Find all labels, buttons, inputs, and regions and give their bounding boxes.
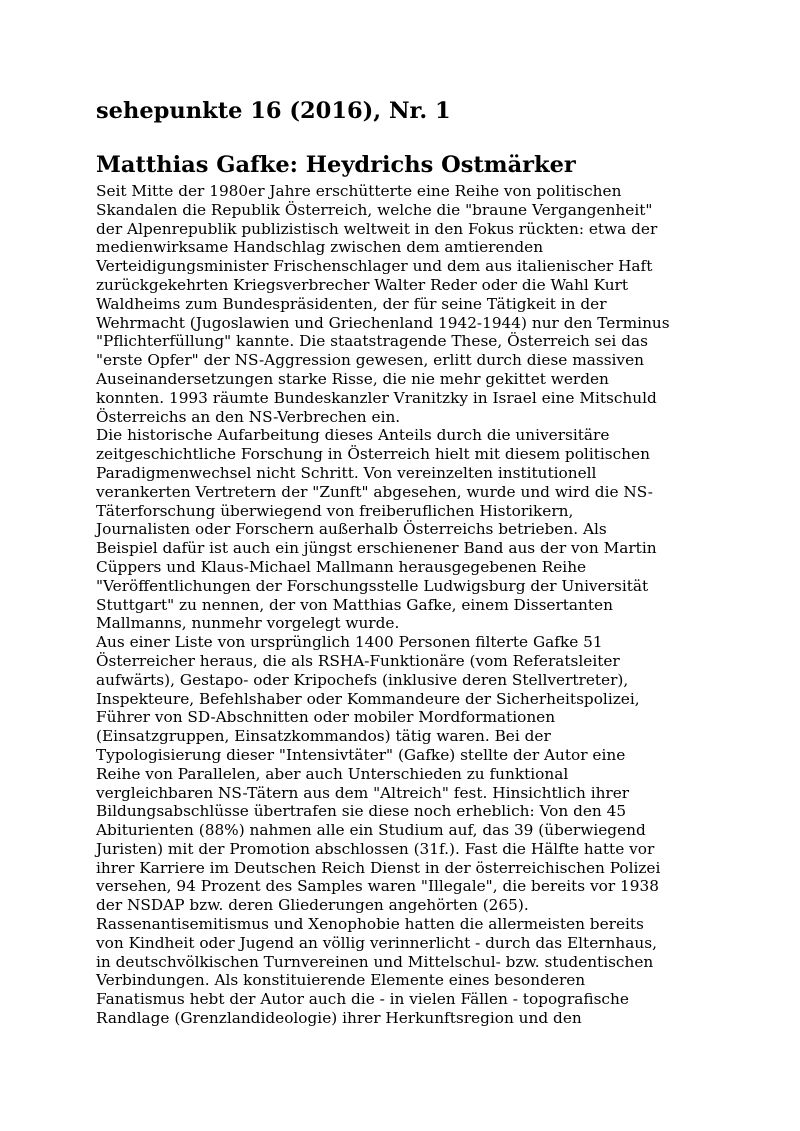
body-text-line: versehen, 94 Prozent des Samples waren "Illegale", die bereits vor 1938: [96, 877, 659, 896]
body-text-line: Cüppers und Klaus-Michael Mallmann herausgegebenen Reihe: [96, 557, 587, 576]
body-text-line: Bildungsabschlüsse übertrafen sie diese noch erheblich: Von den 45: [96, 802, 627, 821]
body-text-line: vergleichbaren NS-Tätern aus dem "Altreich" fest. Hinsichtlich ihrer: [96, 783, 630, 802]
body-text-line: Typologisierung dieser "Intensivtäter" (Gafke) stellte der Autor eine: [96, 745, 626, 764]
body-text-line: (Einsatzgruppen, Einsatzkommandos) tätig waren. Bei der: [96, 727, 551, 746]
body-text-line: in deutschvölkischen Turnvereinen und Mittelschul- bzw. studentischen: [96, 952, 654, 971]
body-text-line: Waldheims zum Bundespräsidenten, der für seine Tätigkeit in der: [96, 294, 607, 313]
body-text-line: Paradigmenwechsel nicht Schritt. Von vereinzelten institutionell: [96, 463, 597, 482]
body-text-line: "Pflichterfüllung" kannte. Die staatstragende These, Österreich sei das: [96, 332, 648, 351]
body-text-line: Stuttgart" zu nennen, der von Matthias Gafke, einem Dissertanten: [96, 595, 613, 614]
body-text-line: zeitgeschichtliche Forschung in Österreich hielt mit diesem politischen: [96, 445, 650, 464]
body-text-line: Fanatismus hebt der Autor auch die - in vielen Fällen - topografische: [96, 990, 629, 1009]
body-text-line: Verteidigungsminister Frischenschlager und dem aus italienischer Haft: [96, 257, 653, 276]
body-text-line: Mallmanns, nunmehr vorgelegt wurde.: [96, 614, 400, 633]
body-text-line: Auseinandersetzungen starke Risse, die nie mehr gekittet werden: [96, 369, 609, 388]
body-text-line: "erste Opfer" der NS-Aggression gewesen, erlitt durch diese massiven: [96, 351, 644, 370]
article-body: [96, 182, 716, 1028]
body-text-line: Abiturienten (88%) nahmen alle ein Studium auf, das 39 (überwiegend: [96, 821, 646, 840]
body-text-line: Reihe von Parallelen, aber auch Unterschieden zu funktional: [96, 764, 569, 783]
body-text-line: der NSDAP bzw. deren Gliederungen angehörten (265).: [96, 896, 529, 915]
body-text-line: Seit Mitte der 1980er Jahre erschütterte eine Reihe von politischen: [96, 182, 622, 200]
body-text-line: Verbindungen. Als konstituierende Elemente eines besonderen: [96, 971, 586, 990]
body-text-line: Skandalen die Republik Österreich, welche die "braune Vergangenheit": [96, 200, 653, 219]
body-text-line: medienwirksame Handschlag zwischen dem amtierenden: [96, 238, 544, 257]
body-text-line: Österreichs an den NS-Verbrechen ein.: [96, 407, 401, 426]
article-title: Matthias Gafke: Heydrichs Ostmärker: [96, 152, 576, 178]
journal-title: sehepunkte 16 (2016), Nr. 1: [96, 98, 451, 124]
body-text-line: von Kindheit oder Jugend an völlig verinnerlicht - durch das Elternhaus,: [96, 933, 657, 952]
document-page: [96, 96, 716, 1028]
body-text-line: Aus einer Liste von ursprünglich 1400 Personen filterte Gafke 51: [96, 633, 603, 652]
body-text-line: Randlage (Grenzlandideologie) ihrer Herkunftsregion und den: [96, 1009, 582, 1028]
body-text-line: aufwärts), Gestapo- oder Kripochefs (inklusive deren Stellvertreter),: [96, 670, 629, 689]
body-text-line: Rassenantisemitismus und Xenophobie hatten die allermeisten bereits: [96, 915, 644, 934]
body-text-line: Inspekteure, Befehlshaber oder Kommandeure der Sicherheitspolizei,: [96, 689, 640, 708]
body-text-line: konnten. 1993 räumte Bundeskanzler Vranitzky in Israel eine Mitschuld: [96, 388, 657, 407]
body-text-line: Journalisten oder Forschern außerhalb Österreichs betrieben. Als: [96, 520, 607, 539]
body-text-line: Beispiel dafür ist auch ein jüngst erschienener Band aus der von Martin: [96, 539, 657, 558]
body-text-line: Die historische Aufarbeitung dieses Anteils durch die universitäre: [96, 426, 610, 445]
body-text-line: Wehrmacht (Jugoslawien und Griechenland 1942-1944) nur den Terminus: [96, 313, 670, 332]
body-text-line: Täterforschung überwiegend von freiberuflichen Historikern,: [96, 501, 574, 520]
body-text-line: ihrer Karriere im Deutschen Reich Dienst in der österreichischen Polizei: [96, 858, 661, 877]
body-text-line: Österreicher heraus, die als RSHA-Funktionäre (vom Referatsleiter: [96, 651, 620, 670]
body-text-line: zurückgekehrten Kriegsverbrecher Walter Reder oder die Wahl Kurt: [96, 275, 629, 294]
body-text-line: "Veröffentlichungen der Forschungsstelle Ludwigsburg der Universität: [96, 576, 649, 595]
body-text-line: verankerten Vertretern der "Zunft" abgesehen, wurde und wird die NS-: [96, 482, 653, 501]
body-text-line: Juristen) mit der Promotion abschlossen (31f.). Fast die Hälfte hatte vor: [96, 839, 655, 858]
body-text-line: Führer von SD-Abschnitten oder mobiler Mordformationen: [96, 708, 556, 727]
body-text-line: der Alpenrepublik publizistisch weltweit in den Fokus rückten: etwa der: [96, 219, 658, 238]
